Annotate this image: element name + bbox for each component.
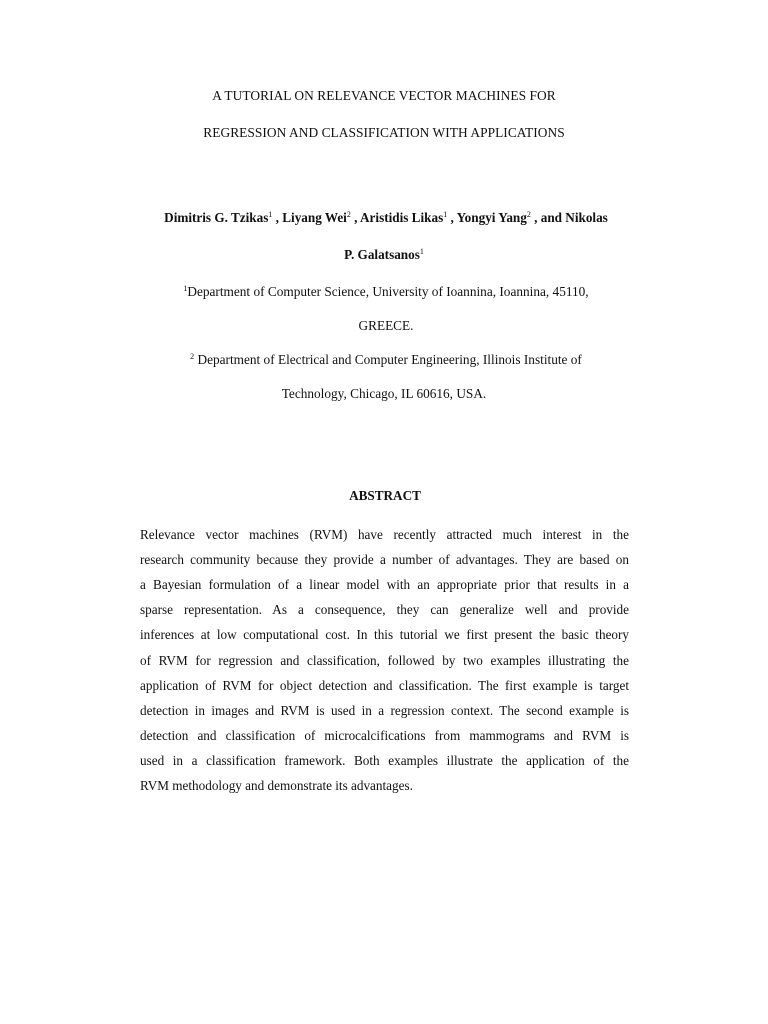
abstract-heading: ABSTRACT xyxy=(349,488,421,503)
paper-title-line-1: A TUTORIAL ON RELEVANCE VECTOR MACHINES FOR xyxy=(212,88,556,103)
author-affiliation-mark: 1 xyxy=(443,210,448,219)
author-separator: , xyxy=(350,210,361,225)
abstract-line: a Bayesian formulation of a linear model with an appropriate prior that results in a xyxy=(140,577,629,592)
abstract-line: detection and classification of microcalcifications from mammograms and RVM is xyxy=(140,728,629,743)
abstract-line: sparse representation. As a consequence, they can generalize well and provide xyxy=(140,602,629,617)
abstract-line: application of RVM for object detection and classification. The first example is target xyxy=(140,678,629,693)
author-affiliation-mark: 2 xyxy=(346,210,351,219)
affiliation-1-line-2: GREECE. xyxy=(358,318,414,333)
abstract-line: research community because they provide a number of advantages. They are based on xyxy=(140,552,629,567)
author-affiliation-mark: 2 xyxy=(526,210,531,219)
affiliation-mark: 2 xyxy=(190,352,195,361)
paper-title-line-2: REGRESSION AND CLASSIFICATION WITH APPLICATIONS xyxy=(203,125,565,140)
abstract-line: of RVM for regression and classification, followed by two examples illustrating the xyxy=(140,653,629,668)
author-name: Dimitris G. Tzikas xyxy=(164,210,269,225)
author-name: Liyang Wei xyxy=(282,210,347,225)
abstract-line: used in a classification framework. Both examples illustrate the application of the xyxy=(140,753,629,768)
author-name: Yongyi Yang xyxy=(456,210,527,225)
affiliation-text: Department of Computer Science, University of Ioannina, Ioannina, 45110, xyxy=(187,284,589,299)
abstract-line: inferences at low computational cost. In this tutorial we first present the basic theory xyxy=(140,627,629,642)
abstract-line: Relevance vector machines (RVM) have recently attracted much interest in the xyxy=(140,527,629,542)
author-separator: , xyxy=(272,210,283,225)
abstract-line: detection in images and RVM is used in a regression context. The second example is xyxy=(140,703,629,718)
abstract-line: RVM methodology and demonstrate its advantages. xyxy=(140,778,413,793)
author-name: Aristidis Likas xyxy=(360,210,444,225)
author-name: P. Galatsanos xyxy=(344,247,420,262)
affiliation-2-line-2: Technology, Chicago, IL 60616, USA. xyxy=(281,386,487,401)
affiliation-2-line-1 xyxy=(2,352,768,368)
author-separator: , xyxy=(447,210,457,225)
author-separator: , and Nikolas xyxy=(530,210,608,225)
affiliation-text: Department of Electrical and Computer Engineering, Illinois Institute of xyxy=(194,352,582,367)
affiliation-mark: 1 xyxy=(183,284,188,293)
affiliation-1-line-1 xyxy=(2,284,768,300)
author-list-line-1 xyxy=(2,210,768,226)
author-affiliation-mark: 1 xyxy=(419,247,424,256)
author-affiliation-mark: 1 xyxy=(268,210,273,219)
author-list-line-2 xyxy=(0,247,768,263)
